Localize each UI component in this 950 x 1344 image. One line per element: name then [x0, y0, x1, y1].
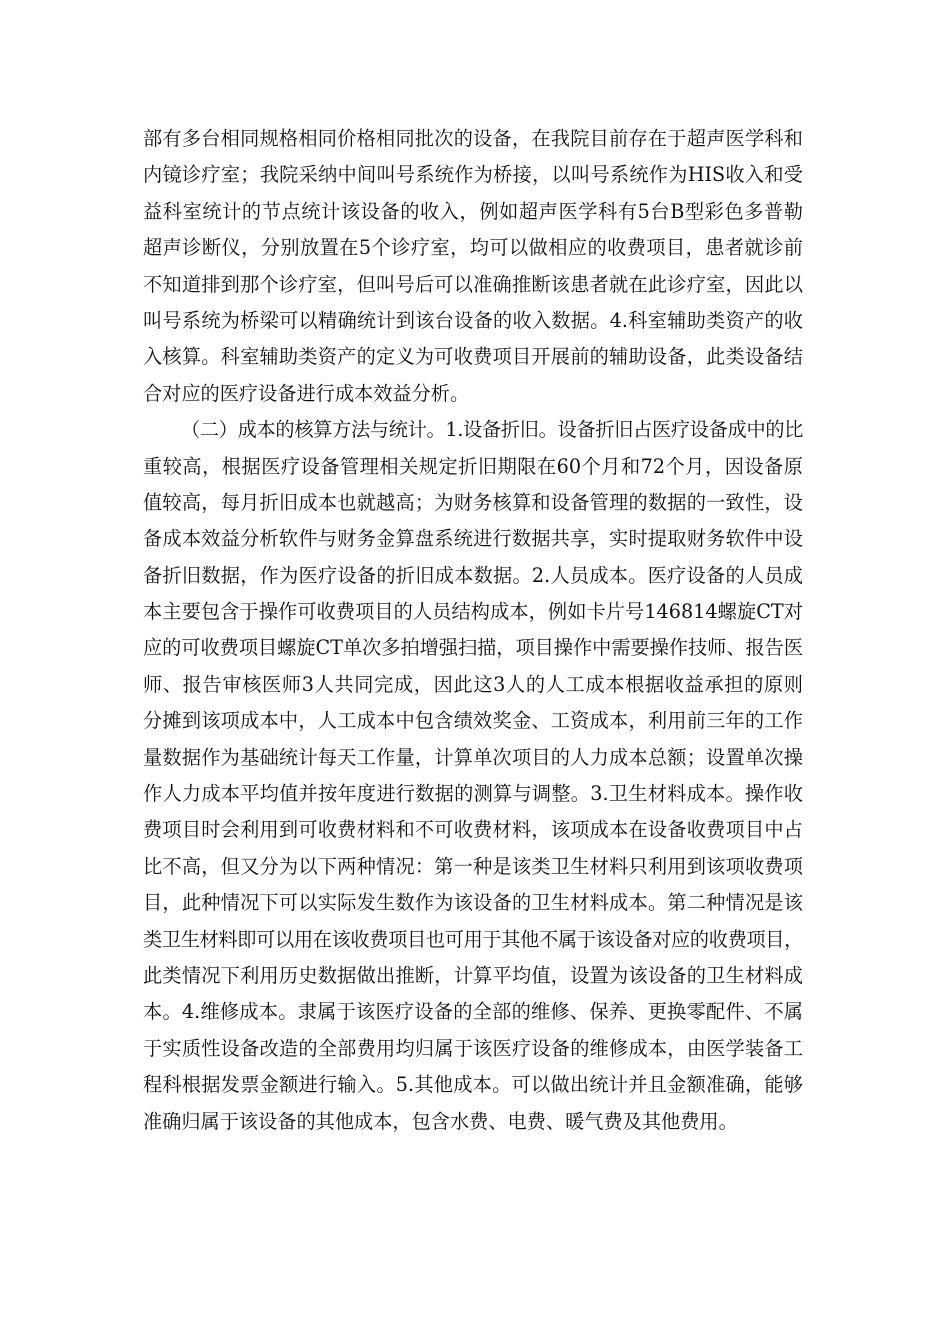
text-line: 类卫生材料即可以用在该收费项目也可用于其他不属于该设备对应的收费项目，	[143, 927, 804, 951]
text-line: 益科室统计的节点统计该设备的收入，例如超声医学科有5台B型彩色多普勒	[143, 199, 803, 223]
text-line: 备折旧数据，作为医疗设备的折旧成本数据。2.人员成本。医疗设备的人员成	[143, 563, 803, 587]
text-line: 内镜诊疗室；我院采纳中间叫号系统作为桥接，以叫号系统作为HIS收入和受	[143, 163, 803, 187]
text-line: 此类情况下利用历史数据做出推断，计算平均值，设置为该设备的卫生材料成	[143, 963, 803, 987]
text-line: 值较高，每月折旧成本也就越高；为财务核算和设备管理的数据的一致性，设	[143, 490, 803, 514]
text-line: 合对应的医疗设备进行成本效益分析。	[143, 381, 470, 405]
text-line: 程科根据发票金额进行输入。5.其他成本。可以做出统计并且金额准确，能够	[143, 1073, 803, 1097]
paragraph-first-line: （二）成本的核算方法与统计。1.设备折旧。设备折旧占医疗设备成中的比	[181, 418, 804, 442]
text-line: 比不高，但又分为以下两种情况：第一种是该类卫生材料只利用到该项收费项	[143, 854, 803, 878]
text-line: 备成本效益分析软件与财务金算盘系统进行数据共享，实时提取财务软件中设	[143, 527, 803, 551]
text-line: 重较高，根据医疗设备管理相关规定折旧期限在60个月和72个月，因设备原	[143, 454, 803, 478]
text-line: 入核算。科室辅助类资产的定义为可收费项目开展前的辅助设备，此类设备结	[143, 345, 803, 369]
text-line: 量数据作为基础统计每天工作量，计算单次项目的人力成本总额；设置单次操	[143, 745, 803, 769]
text-line: 费项目时会利用到可收费材料和不可收费材料，该项成本在设备收费项目中占	[143, 818, 803, 842]
text-line: 应的可收费项目螺旋CT单次多拍增强扫描，项目操作中需要操作技师、报告医	[143, 636, 803, 660]
text-line: 分摊到该项成本中，人工成本中包含绩效奖金、工资成本，利用前三年的工作	[143, 709, 803, 733]
text-line: 目，此种情况下可以实际发生数作为该设备的卫生材料成本。第二种情况是该	[143, 891, 803, 915]
text-line: 本主要包含于操作可收费项目的人员结构成本，例如卡片号146814螺旋CT对	[143, 600, 803, 624]
text-line: 作人力成本平均值并按年度进行数据的测算与调整。3.卫生材料成本。操作收	[143, 782, 803, 806]
text-line: 师、报告审核医师3人共同完成，因此这3人的人工成本根据收益承担的原则	[143, 672, 803, 696]
text-line: 准确归属于该设备的其他成本，包含水费、电费、暖气费及其他费用。	[143, 1109, 738, 1133]
text-line: 叫号系统为桥梁可以精确统计到该台设备的收入数据。4.科室辅助类资产的收	[143, 308, 803, 332]
text-line: 于实质性设备改造的全部费用均归属于该医疗设备的维修成本，由医学装备工	[143, 1036, 803, 1060]
document-body	[143, 121, 803, 1140]
text-line: 超声诊断仪，分别放置在5个诊疗室，均可以做相应的收费项目，患者就诊前	[143, 236, 803, 260]
text-line: 部有多台相同规格相同价格相同批次的设备，在我院目前存在于超声医学科和	[143, 127, 803, 150]
text-line: 不知道排到那个诊疗室，但叫号后可以准确推断该患者就在此诊疗室，因此以	[143, 272, 803, 296]
text-line: 本。4.维修成本。隶属于该医疗设备的全部的维修、保养、更换零配件、不属	[143, 1000, 803, 1024]
